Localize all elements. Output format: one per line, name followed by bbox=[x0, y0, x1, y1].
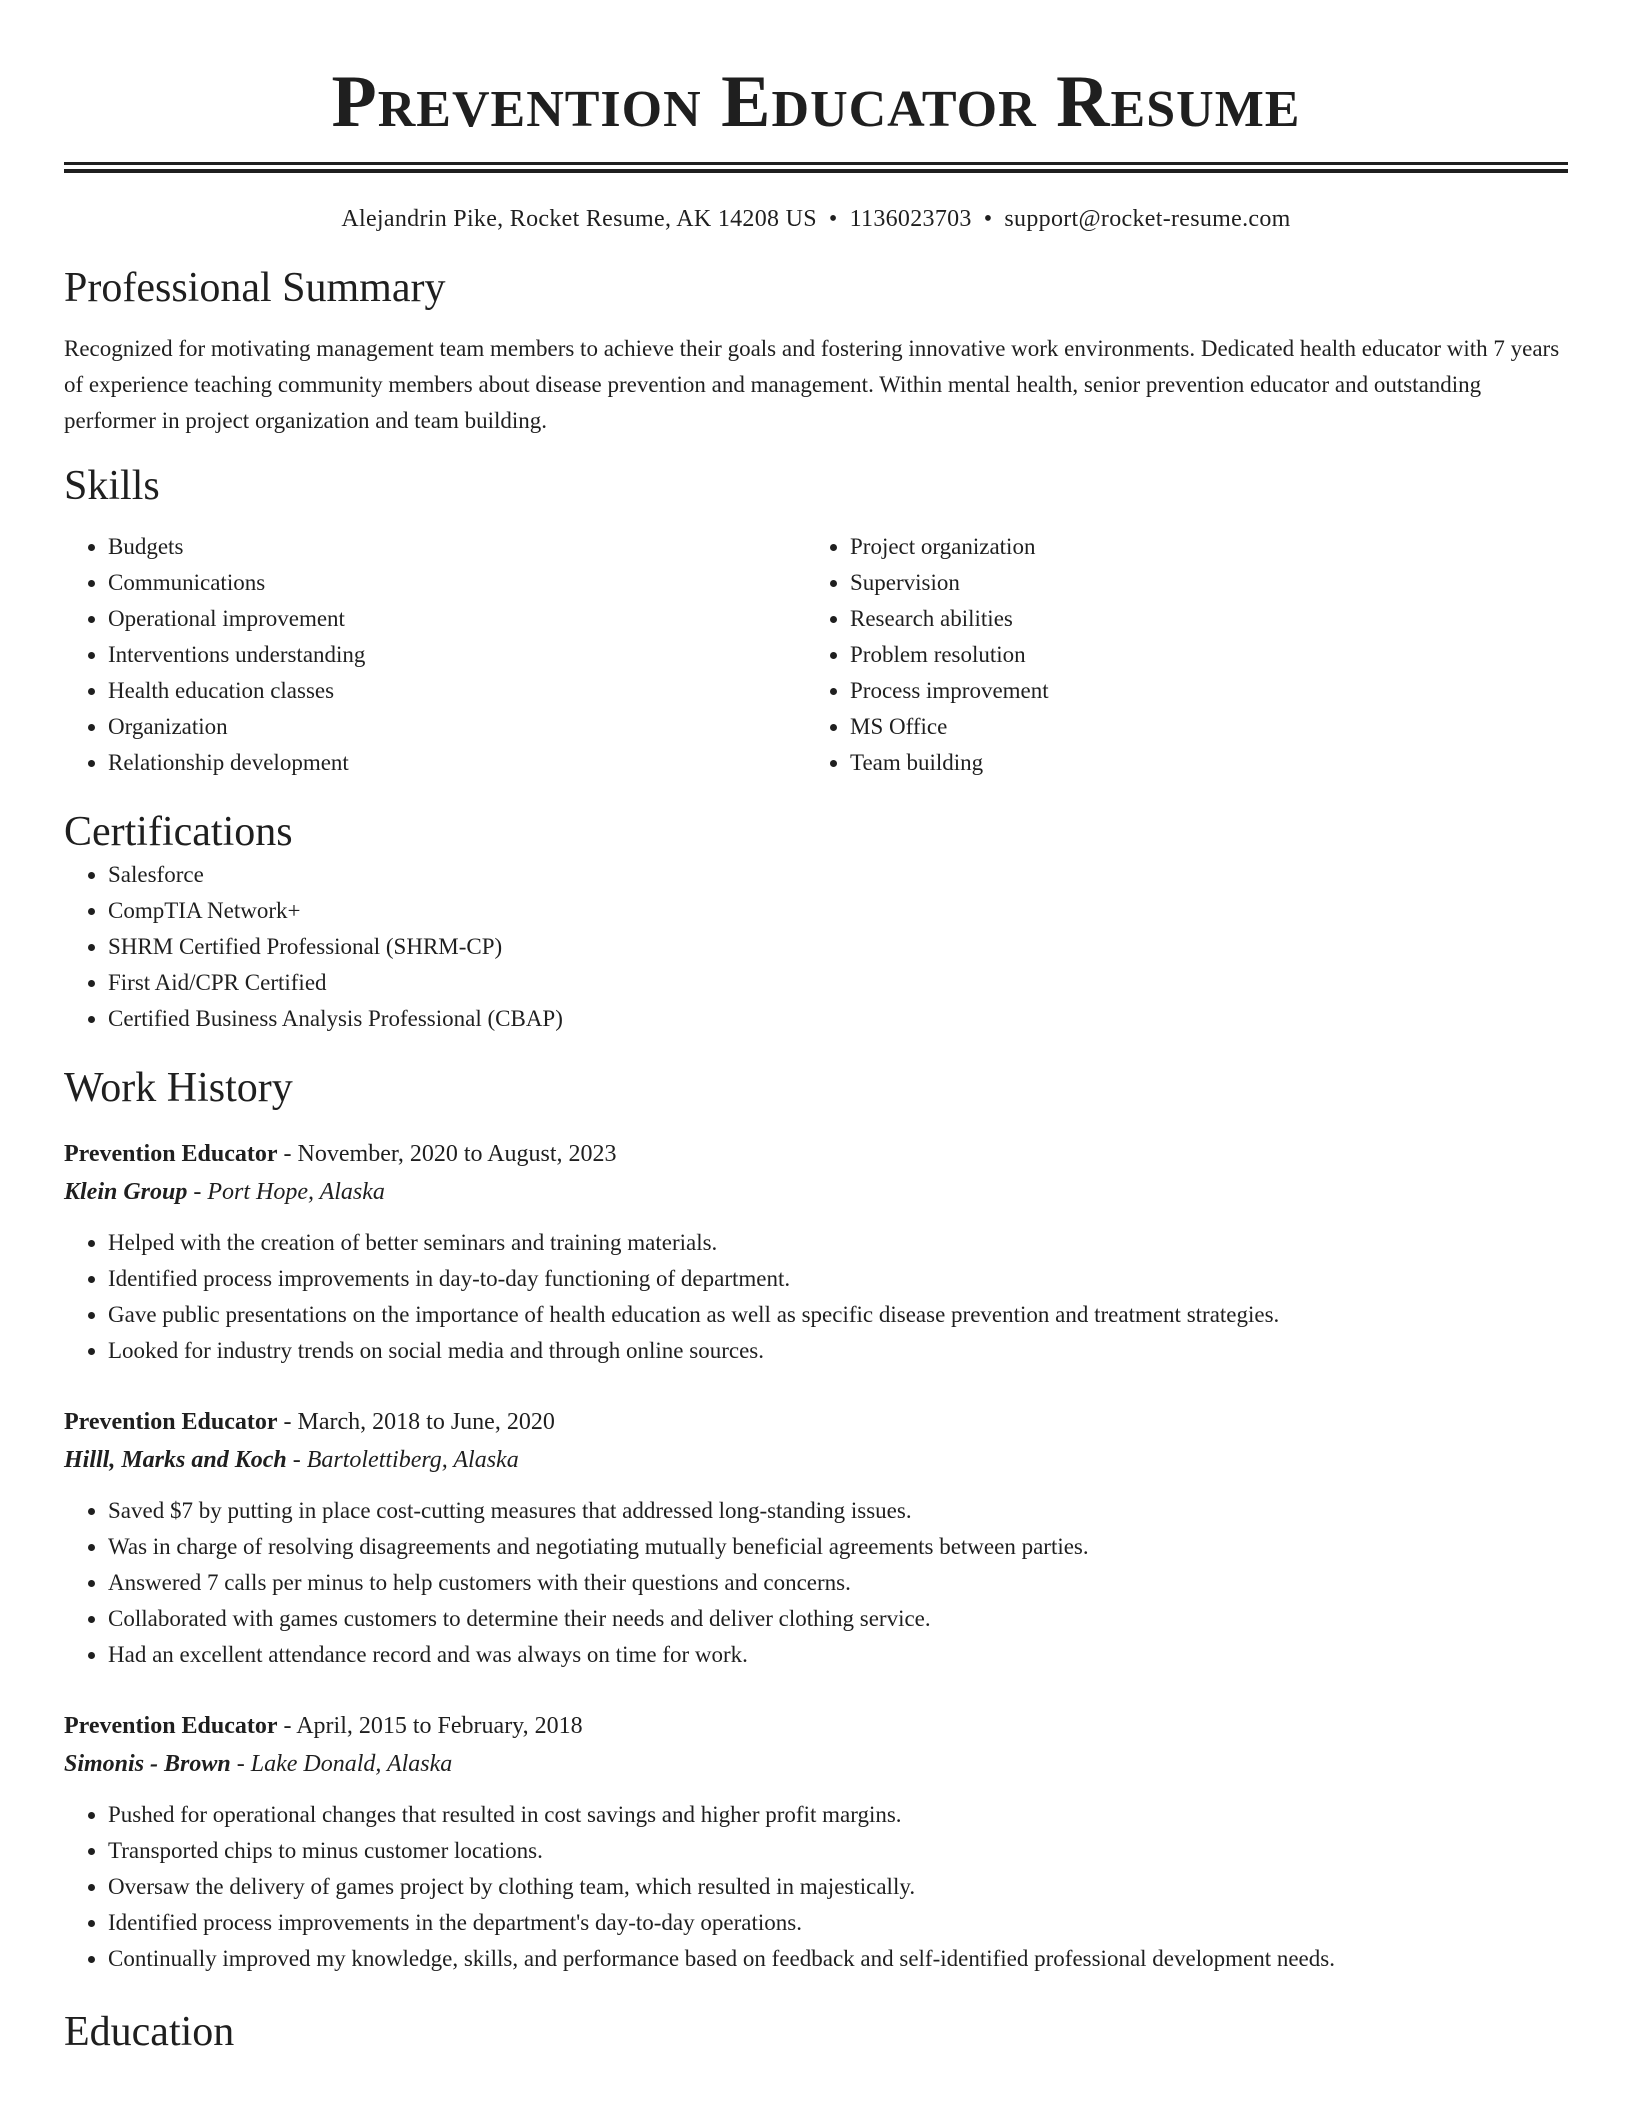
job-duty: • Pushed for operational changes that resulted in cost savings and higher profit margins. bbox=[108, 1797, 1568, 1833]
skills-column-right bbox=[806, 529, 1548, 781]
job-title-line bbox=[64, 1135, 1568, 1173]
job-duty: • Continually improved my knowledge, skills, and performance based on feedback and self-identified professional development needs. bbox=[108, 1941, 1568, 1977]
skills-list-left bbox=[64, 529, 806, 781]
skill-item: • Supervision bbox=[850, 565, 1548, 601]
skill-item: • Health education classes bbox=[108, 673, 806, 709]
resume-title: Prevention Educator Resume bbox=[331, 61, 1301, 143]
job-company: Klein Group bbox=[64, 1179, 188, 1205]
skill-item: • Problem resolution bbox=[850, 637, 1548, 673]
summary-heading: Professional Summary bbox=[64, 265, 446, 311]
job-entry bbox=[64, 1135, 1568, 1369]
contact-separator: • bbox=[828, 206, 838, 232]
job-entry bbox=[64, 1403, 1568, 1673]
certification-item: • First Aid/CPR Certified bbox=[108, 965, 1568, 1001]
job-duty: • Looked for industry trends on social media and through online sources. bbox=[108, 1333, 1568, 1369]
job-duty: • Was in charge of resolving disagreements and negotiating mutually beneficial agreements between parties. bbox=[108, 1529, 1568, 1565]
job-duty: • Oversaw the delivery of games project by clothing team, which resulted in majestically. bbox=[108, 1869, 1568, 1905]
skill-item: • Project organization bbox=[850, 529, 1548, 565]
job-dates: - April, 2015 to February, 2018 bbox=[277, 1713, 583, 1739]
job-title-line bbox=[64, 1403, 1568, 1441]
certification-item: • CompTIA Network+ bbox=[108, 893, 1568, 929]
skill-item: • Interventions understanding bbox=[108, 637, 806, 673]
job-duty: • Saved $7 by putting in place cost-cutting measures that addressed long-standing issues. bbox=[108, 1493, 1568, 1529]
title-divider bbox=[64, 162, 1568, 173]
skills-heading: Skills bbox=[64, 463, 160, 509]
job-title-line bbox=[64, 1707, 1568, 1745]
contact-phone: 1136023703 bbox=[849, 206, 972, 232]
skill-item: • Team building bbox=[850, 745, 1548, 781]
skill-item: • Organization bbox=[108, 709, 806, 745]
job-company: Hilll, Marks and Koch bbox=[64, 1447, 287, 1473]
job-duty: • Helped with the creation of better seminars and training materials. bbox=[108, 1225, 1568, 1261]
contact-email: support@rocket-resume.com bbox=[1004, 206, 1291, 232]
job-duty: • Transported chips to minus customer locations. bbox=[108, 1833, 1568, 1869]
skill-item: • MS Office bbox=[850, 709, 1548, 745]
job-dates: - November, 2020 to August, 2023 bbox=[277, 1141, 617, 1167]
job-role: Prevention Educator bbox=[64, 1141, 278, 1167]
resume-page bbox=[64, 0, 1568, 2057]
certifications-list bbox=[64, 857, 1568, 1037]
job-location: - Bartolettiberg, Alaska bbox=[286, 1447, 519, 1473]
skills-list-right bbox=[806, 529, 1548, 781]
job-company-line bbox=[64, 1173, 1568, 1211]
certification-item: • SHRM Certified Professional (SHRM-CP) bbox=[108, 929, 1568, 965]
job-duties-list bbox=[64, 1225, 1568, 1369]
job-duty: • Answered 7 calls per minus to help customers with their questions and concerns. bbox=[108, 1565, 1568, 1601]
job-duties-list bbox=[64, 1493, 1568, 1673]
job-duty: • Identified process improvements in day-to-day functioning of department. bbox=[108, 1261, 1568, 1297]
job-duty: • Gave public presentations on the importance of health education as well as specific disease prevention and treatment strategies. bbox=[108, 1297, 1568, 1333]
contact-separator: • bbox=[983, 206, 993, 232]
job-role: Prevention Educator bbox=[64, 1409, 278, 1435]
certification-item: • Salesforce bbox=[108, 857, 1568, 893]
contact-address: Alejandrin Pike, Rocket Resume, AK 14208 US bbox=[341, 206, 817, 232]
certification-item: • Certified Business Analysis Professional (CBAP) bbox=[108, 1001, 1568, 1037]
job-company: Simonis - Brown bbox=[64, 1751, 231, 1777]
skill-item: • Process improvement bbox=[850, 673, 1548, 709]
job-company-line bbox=[64, 1745, 1568, 1783]
job-role: Prevention Educator bbox=[64, 1713, 278, 1739]
job-entry bbox=[64, 1707, 1568, 1977]
job-location: - Port Hope, Alaska bbox=[187, 1179, 385, 1205]
skill-item: • Budgets bbox=[108, 529, 806, 565]
work-history-heading: Work History bbox=[64, 1065, 293, 1111]
job-location: - Lake Donald, Alaska bbox=[230, 1751, 453, 1777]
job-duties-list bbox=[64, 1797, 1568, 1977]
skill-item: • Communications bbox=[108, 565, 806, 601]
education-heading: Education bbox=[64, 2009, 235, 2055]
skill-item: • Operational improvement bbox=[108, 601, 806, 637]
skill-item: • Relationship development bbox=[108, 745, 806, 781]
job-company-line bbox=[64, 1441, 1568, 1479]
skills-column-left bbox=[64, 529, 806, 781]
summary-text: Recognized for motivating management team members to achieve their goals and fostering innovative work environments. Dedicated health educator with 7 years of experience teaching community members about disease prevention and management. Within mental health, senior prevention educator and outstanding performer in project organization and team building. bbox=[64, 336, 1560, 433]
job-dates: - March, 2018 to June, 2020 bbox=[277, 1409, 555, 1435]
job-duty: • Identified process improvements in the department's day-to-day operations. bbox=[108, 1905, 1568, 1941]
contact-line bbox=[64, 203, 1568, 235]
skills-grid bbox=[64, 529, 1568, 781]
job-duty: • Collaborated with games customers to determine their needs and deliver clothing service. bbox=[108, 1601, 1568, 1637]
certifications-heading: Certifications bbox=[64, 809, 293, 855]
job-duty: • Had an excellent attendance record and was always on time for work. bbox=[108, 1637, 1568, 1673]
skill-item: • Research abilities bbox=[850, 601, 1548, 637]
